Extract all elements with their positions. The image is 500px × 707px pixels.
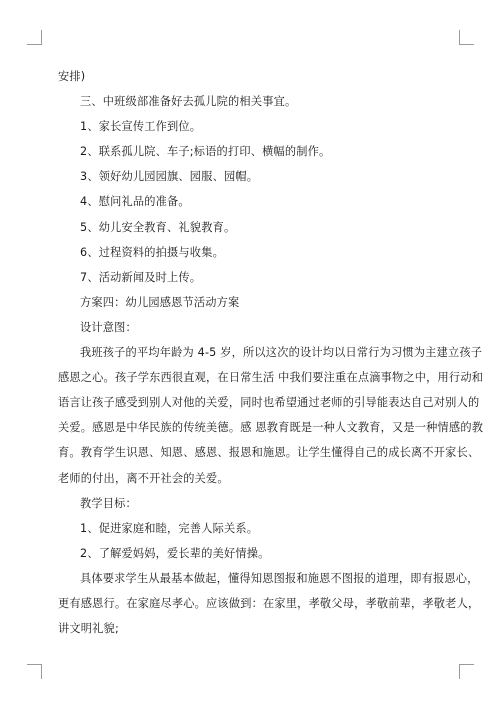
document-body xyxy=(58,64,484,641)
paragraph-line: 育。教育学生识恩、知恩、感恩、报恩和施恩。让学生懂得自己的成长离不开家长、 xyxy=(58,446,480,460)
list-item: 2、了解爱妈妈，爱长辈的美好情操。 xyxy=(80,546,270,560)
crop-mark-top-left xyxy=(27,30,42,45)
crop-mark-bottom-left xyxy=(27,664,42,679)
plan-title: 方案四：幼儿园感恩节活动方案 xyxy=(80,295,240,309)
list-item: 4、慰问礼品的准备。 xyxy=(80,195,190,209)
list-item: 3、领好幼儿园园旗、园服、园帽。 xyxy=(80,170,259,184)
crop-mark-top-right xyxy=(459,30,474,45)
paragraph-line: 具体要求学生从最基本做起，懂得知恩图报和施恩不图报的道理，即有报恩心， xyxy=(80,571,479,585)
list-item: 7、活动新闻及时上传。 xyxy=(80,270,202,284)
text-line: 安排) xyxy=(58,70,86,83)
paragraph-line: 语言让孩子感受到别人对他的关爱，同时也希望通过老师的引导能表达自己对别人的 xyxy=(58,396,480,410)
paragraph-line: 感恩之心。孩子学东西很直观，在日常生活 中我们要注重在点滴事物之中，用行动和 xyxy=(58,371,484,385)
crop-mark-bottom-right xyxy=(459,664,474,679)
section-heading: 三、中班级部准备好去孤儿院的相关事宜。 xyxy=(80,95,297,109)
subheading: 教学目标： xyxy=(80,496,137,510)
list-item: 2、联系孤儿院、车子;标语的打印、横幅的制作。 xyxy=(80,145,331,159)
subheading: 设计意图： xyxy=(80,320,137,334)
paragraph-line: 关爱。感恩是中华民族的传统美德。感 恩教育既是一种人文教育，又是一种情感的教 xyxy=(58,421,484,435)
list-item: 1、促进家庭和睦，完善人际关系。 xyxy=(80,521,259,535)
list-item: 6、过程资料的拍摄与收集。 xyxy=(80,245,224,259)
paragraph-line: 我班孩子的平均年龄为 4-5 岁，所以这次的设计均以日常行为习惯为主建立孩子 xyxy=(80,346,483,360)
paragraph-line: 更有感恩行。在家庭尽孝心。应该做到：在家里，孝敬父母，孝敬前辈，孝敬老人， xyxy=(58,596,480,610)
paragraph-line: 讲文明礼貌; xyxy=(58,622,119,636)
paragraph-line: 老师的付出，离不开社会的关爱。 xyxy=(58,471,229,485)
list-item: 1、家长宣传工作到位。 xyxy=(80,120,202,134)
list-item: 5、幼儿安全教育、礼貌教育。 xyxy=(80,220,236,234)
